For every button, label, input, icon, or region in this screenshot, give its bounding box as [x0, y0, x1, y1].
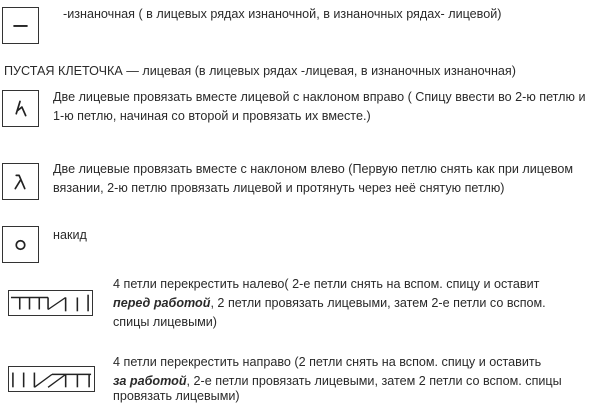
yarn-over-symbol	[2, 226, 39, 263]
k2tog-right-line1: Две лицевые провязать вместе лицевой с наклоном вправо ( Спицу ввести во 2-ю петлю и	[53, 90, 586, 104]
yarn-over-circle-icon	[3, 227, 38, 262]
cable-left-line1: 4 петли перекрестить налево( 2-е петли снять на вспом. спицу и оставит	[113, 277, 540, 291]
dash-symbol-icon	[3, 8, 38, 43]
left-leaning-decrease-icon	[3, 164, 38, 199]
cable-right-line2-rest: , 2-е петли провязать лицевыми, затем 2 петли со вспом. спицы	[186, 374, 562, 388]
cable-left-line2-rest: , 2 петли провязать лицевыми, затем 2-е петли со вспом.	[210, 296, 546, 310]
right-leaning-decrease-icon	[3, 91, 38, 126]
k2tog-left-line1: Две лицевые провязать вместе с наклоном влево (Первую петлю снять как при лицевом	[53, 162, 574, 176]
purl-description: -изнаночная ( в лицевых рядах изнаночной, в изнаночных рядах- лицевой)	[63, 7, 502, 21]
cable-left-emphasis: перед работой	[113, 296, 211, 310]
k2tog-left-line2: вязании, 2-ю петлю провязать лицевой и протянуть через неё снятую петлю)	[53, 181, 505, 195]
empty-cell-description: ПУСТАЯ КЛЕТОЧКА — лицевая (в лицевых рядах -лицевая, в изнаночных изнаночная)	[4, 64, 516, 78]
k2tog-right-symbol	[2, 90, 39, 127]
purl-symbol	[2, 7, 39, 44]
cable-cross-right-icon	[9, 367, 94, 391]
cable-left-line2	[113, 294, 546, 313]
k2tog-right-line2: 1-ю петлю, начиная со второй и провязать их вместе.)	[53, 109, 371, 123]
cable-left-line3: спицы лицевыми)	[113, 315, 218, 329]
cable-left-symbol	[8, 290, 93, 316]
cable-right-symbol	[8, 366, 95, 392]
cable-cross-left-icon	[9, 291, 92, 315]
k2tog-left-symbol	[2, 163, 39, 200]
yarn-over-description: накид	[53, 228, 87, 242]
cable-right-line1: 4 петли перекрестить направо (2 петли снять на вспом. спицу и оставить	[113, 355, 542, 369]
cable-right-emphasis: за работой	[113, 374, 187, 388]
cable-right-line3: провязать лицевыми)	[113, 389, 240, 403]
